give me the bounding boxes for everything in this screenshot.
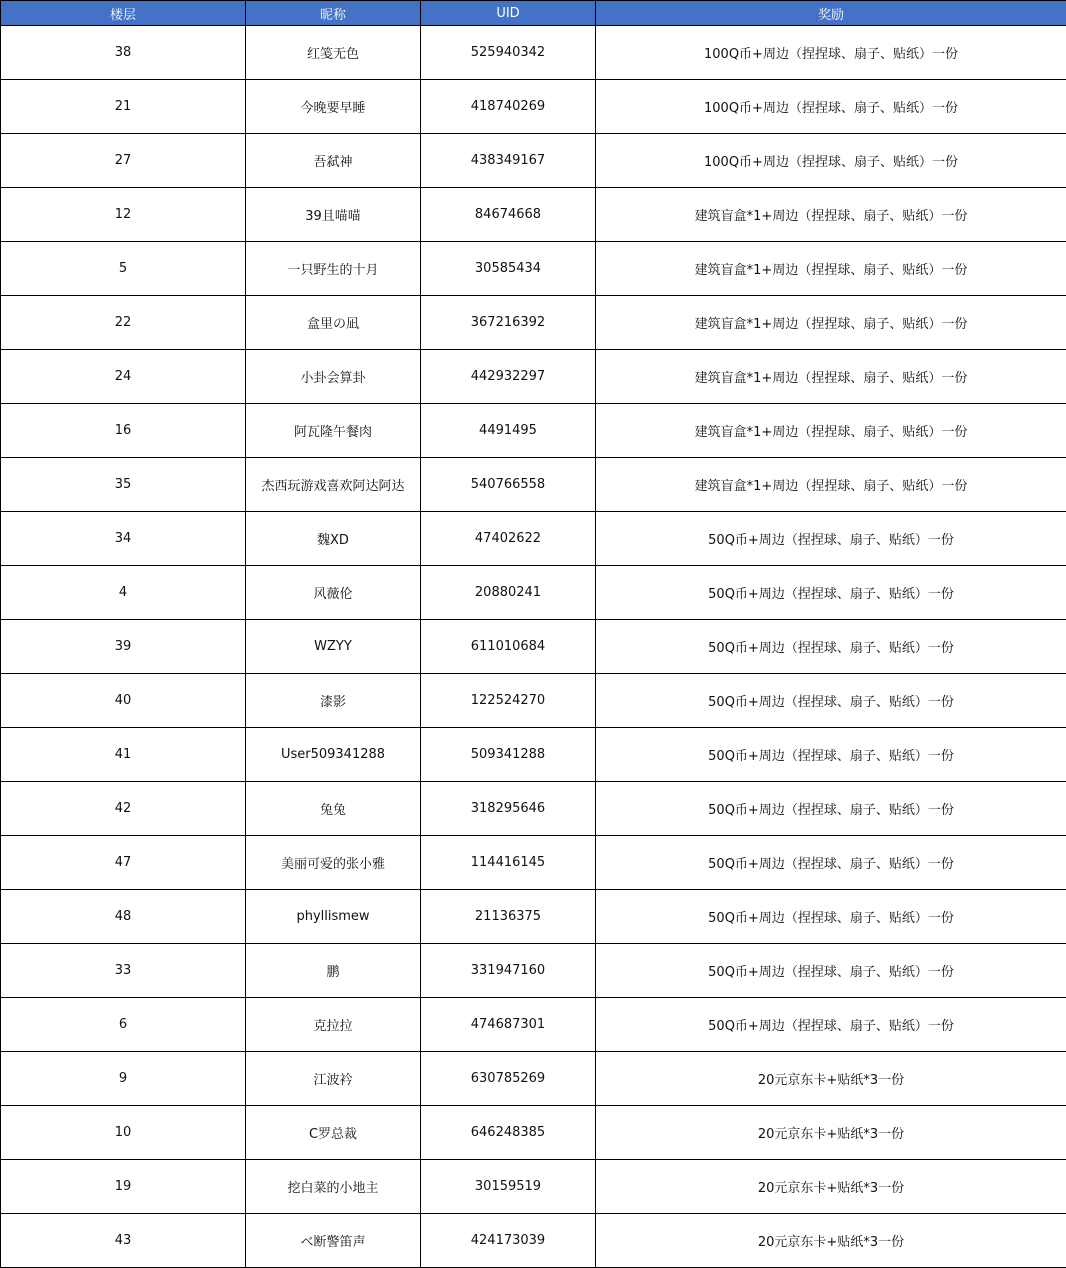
cell-reward: 50Q币+周边（捏捏球、扇子、贴纸）一份 (596, 890, 1066, 944)
cell-uid: 611010684 (421, 620, 596, 674)
cell-reward: 20元京东卡+贴纸*3一份 (596, 1214, 1066, 1268)
table-row (1, 134, 1066, 188)
cell-uid: 30159519 (421, 1160, 596, 1214)
cell-floor: 35 (1, 458, 246, 512)
cell-reward: 50Q币+周边（捏捏球、扇子、贴纸）一份 (596, 620, 1066, 674)
header-nickname[interactable]: 昵称 (246, 1, 421, 26)
cell-floor: 5 (1, 242, 246, 296)
cell-uid: 30585434 (421, 242, 596, 296)
cell-uid: 318295646 (421, 782, 596, 836)
cell-nickname: 魏XD (246, 512, 421, 566)
cell-reward: 50Q币+周边（捏捏球、扇子、贴纸）一份 (596, 782, 1066, 836)
cell-floor: 6 (1, 998, 246, 1052)
cell-floor: 47 (1, 836, 246, 890)
cell-nickname: 红笺无色 (246, 26, 421, 80)
table-row (1, 188, 1066, 242)
cell-uid: 442932297 (421, 350, 596, 404)
cell-floor: 21 (1, 80, 246, 134)
cell-reward: 建筑盲盒*1+周边（捏捏球、扇子、贴纸）一份 (596, 242, 1066, 296)
table-row (1, 944, 1066, 998)
header-uid[interactable]: UID (421, 1, 596, 26)
cell-uid: 646248385 (421, 1106, 596, 1160)
cell-nickname: WZYY (246, 620, 421, 674)
cell-reward: 100Q币+周边（捏捏球、扇子、贴纸）一份 (596, 26, 1066, 80)
cell-floor: 19 (1, 1160, 246, 1214)
table-row (1, 1160, 1066, 1214)
table-row (1, 350, 1066, 404)
cell-reward: 100Q币+周边（捏捏球、扇子、贴纸）一份 (596, 80, 1066, 134)
table-row (1, 512, 1066, 566)
cell-uid: 47402622 (421, 512, 596, 566)
cell-nickname: 风薇伦 (246, 566, 421, 620)
cell-floor: 10 (1, 1106, 246, 1160)
table-row (1, 782, 1066, 836)
cell-reward: 20元京东卡+贴纸*3一份 (596, 1052, 1066, 1106)
cell-floor: 41 (1, 728, 246, 782)
cell-floor: 43 (1, 1214, 246, 1268)
cell-reward: 20元京东卡+贴纸*3一份 (596, 1160, 1066, 1214)
cell-floor: 16 (1, 404, 246, 458)
cell-nickname: 盒里の凪 (246, 296, 421, 350)
cell-floor: 33 (1, 944, 246, 998)
header-row (1, 1, 1066, 26)
cell-uid: 122524270 (421, 674, 596, 728)
cell-uid: 21136375 (421, 890, 596, 944)
cell-nickname: C罗总裁 (246, 1106, 421, 1160)
cell-uid: 418740269 (421, 80, 596, 134)
cell-floor: 38 (1, 26, 246, 80)
cell-floor: 39 (1, 620, 246, 674)
cell-reward: 50Q币+周边（捏捏球、扇子、贴纸）一份 (596, 998, 1066, 1052)
cell-uid: 331947160 (421, 944, 596, 998)
cell-nickname: 小卦会算卦 (246, 350, 421, 404)
cell-uid: 4491495 (421, 404, 596, 458)
cell-nickname: 漆影 (246, 674, 421, 728)
cell-reward: 建筑盲盒*1+周边（捏捏球、扇子、贴纸）一份 (596, 296, 1066, 350)
cell-nickname: 阿瓦隆午餐肉 (246, 404, 421, 458)
cell-nickname: 39且喵喵 (246, 188, 421, 242)
cell-reward: 100Q币+周边（捏捏球、扇子、贴纸）一份 (596, 134, 1066, 188)
cell-nickname: User509341288 (246, 728, 421, 782)
cell-floor: 48 (1, 890, 246, 944)
table-row (1, 674, 1066, 728)
table-row (1, 566, 1066, 620)
cell-reward: 建筑盲盒*1+周边（捏捏球、扇子、贴纸）一份 (596, 188, 1066, 242)
cell-reward: 建筑盲盒*1+周边（捏捏球、扇子、贴纸）一份 (596, 350, 1066, 404)
table-row (1, 242, 1066, 296)
cell-reward: 50Q币+周边（捏捏球、扇子、贴纸）一份 (596, 728, 1066, 782)
cell-floor: 12 (1, 188, 246, 242)
cell-nickname: 克拉拉 (246, 998, 421, 1052)
cell-uid: 474687301 (421, 998, 596, 1052)
cell-floor: 40 (1, 674, 246, 728)
table-row (1, 80, 1066, 134)
cell-uid: 630785269 (421, 1052, 596, 1106)
cell-reward: 50Q币+周边（捏捏球、扇子、贴纸）一份 (596, 512, 1066, 566)
cell-nickname: 鹏 (246, 944, 421, 998)
cell-reward: 50Q币+周边（捏捏球、扇子、贴纸）一份 (596, 566, 1066, 620)
cell-nickname: 一只野生的十月 (246, 242, 421, 296)
cell-floor: 34 (1, 512, 246, 566)
cell-uid: 114416145 (421, 836, 596, 890)
cell-floor: 4 (1, 566, 246, 620)
table-row (1, 890, 1066, 944)
table-row (1, 998, 1066, 1052)
cell-nickname: 江波衿 (246, 1052, 421, 1106)
header-floor[interactable]: 楼层 (1, 1, 246, 26)
table-row (1, 620, 1066, 674)
header-reward[interactable]: 奖励 (596, 1, 1066, 26)
cell-uid: 424173039 (421, 1214, 596, 1268)
cell-nickname: 美丽可爱的张小雅 (246, 836, 421, 890)
table-row (1, 1106, 1066, 1160)
cell-floor: 42 (1, 782, 246, 836)
cell-reward: 50Q币+周边（捏捏球、扇子、贴纸）一份 (596, 674, 1066, 728)
cell-floor: 9 (1, 1052, 246, 1106)
cell-nickname: 挖白菜的小地主 (246, 1160, 421, 1214)
cell-nickname: phyllismew (246, 890, 421, 944)
cell-uid: 20880241 (421, 566, 596, 620)
table-row (1, 1052, 1066, 1106)
cell-uid: 509341288 (421, 728, 596, 782)
cell-uid: 438349167 (421, 134, 596, 188)
cell-nickname: ベ断警笛声 (246, 1214, 421, 1268)
cell-floor: 24 (1, 350, 246, 404)
cell-nickname: 杰西玩游戏喜欢阿达阿达 (246, 458, 421, 512)
cell-reward: 50Q币+周边（捏捏球、扇子、贴纸）一份 (596, 944, 1066, 998)
table-row (1, 296, 1066, 350)
table-row (1, 26, 1066, 80)
table-row (1, 458, 1066, 512)
table-row (1, 836, 1066, 890)
cell-uid: 540766558 (421, 458, 596, 512)
cell-reward: 20元京东卡+贴纸*3一份 (596, 1106, 1066, 1160)
cell-reward: 50Q币+周边（捏捏球、扇子、贴纸）一份 (596, 836, 1066, 890)
cell-floor: 22 (1, 296, 246, 350)
cell-nickname: 吾弑神 (246, 134, 421, 188)
cell-reward: 建筑盲盒*1+周边（捏捏球、扇子、贴纸）一份 (596, 458, 1066, 512)
cell-floor: 27 (1, 134, 246, 188)
table-row (1, 1214, 1066, 1268)
table-row (1, 728, 1066, 782)
cell-uid: 367216392 (421, 296, 596, 350)
cell-uid: 84674668 (421, 188, 596, 242)
cell-reward: 建筑盲盒*1+周边（捏捏球、扇子、贴纸）一份 (596, 404, 1066, 458)
cell-nickname: 兔兔 (246, 782, 421, 836)
cell-uid: 525940342 (421, 26, 596, 80)
cell-nickname: 今晚要早睡 (246, 80, 421, 134)
table-row (1, 404, 1066, 458)
